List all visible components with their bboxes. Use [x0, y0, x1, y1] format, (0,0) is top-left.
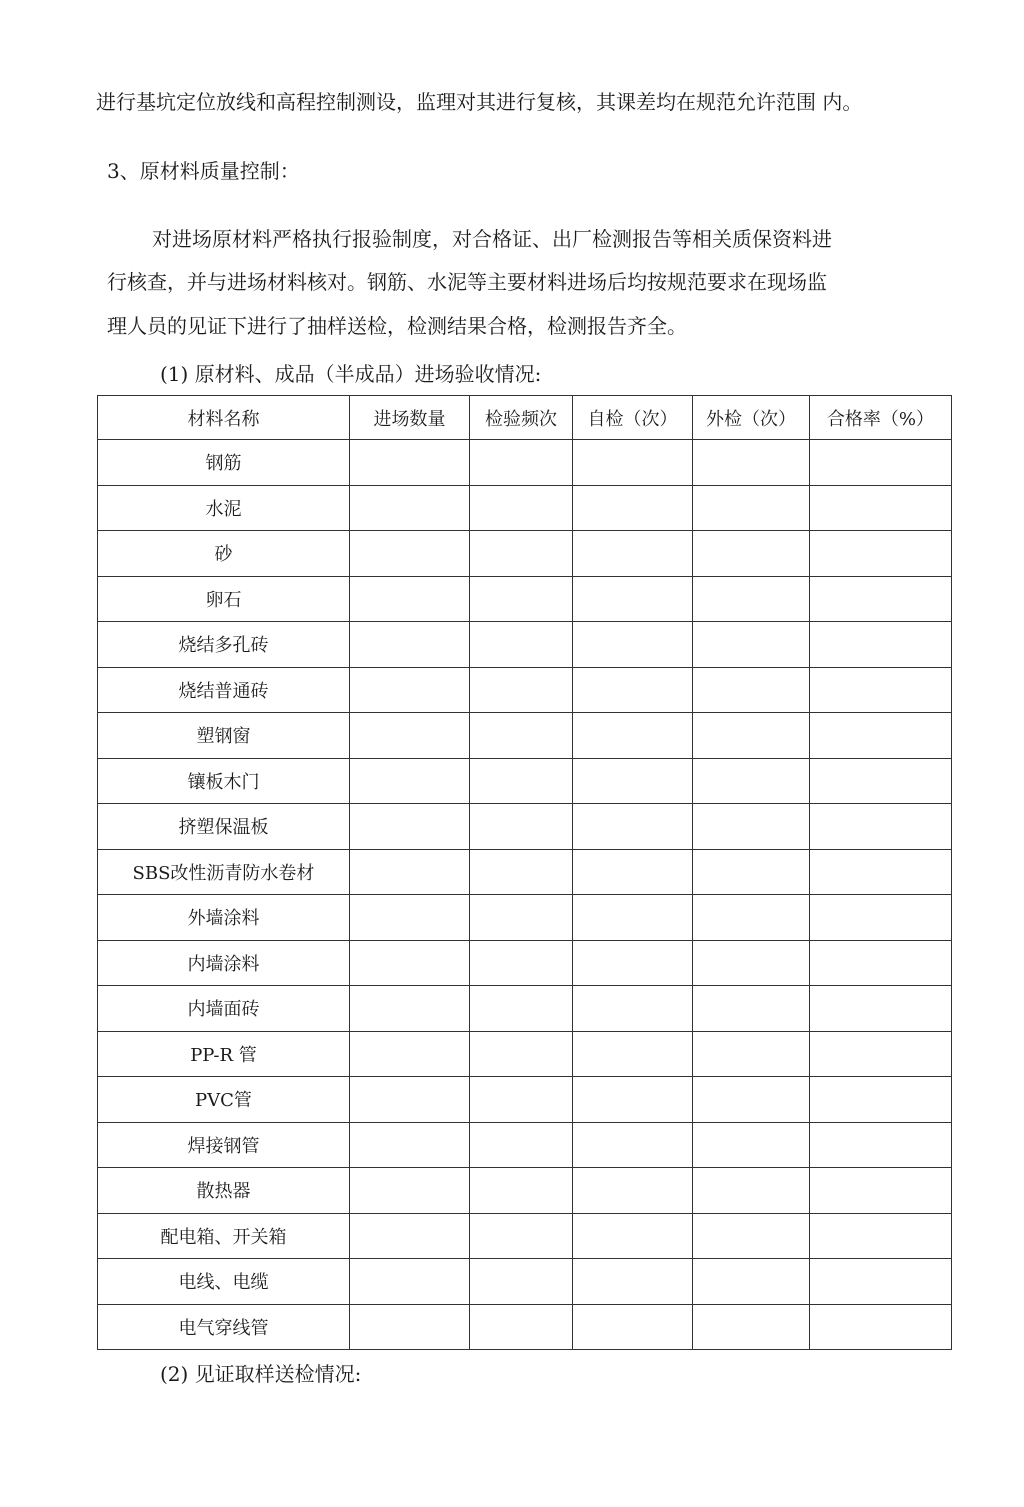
pass-rate-cell	[810, 1031, 952, 1077]
self-check-cell	[573, 1213, 693, 1259]
external-check-cell	[693, 531, 810, 577]
table-row	[98, 1304, 952, 1350]
frequency-cell	[470, 485, 573, 531]
self-check-cell	[573, 940, 693, 986]
self-check-cell	[573, 1259, 693, 1305]
material-name-cell: 水泥	[98, 485, 350, 531]
material-name-cell: 塑钢窗	[98, 713, 350, 759]
self-check-cell	[573, 758, 693, 804]
material-name-cell: 卵石	[98, 576, 350, 622]
quantity-cell	[350, 1259, 470, 1305]
frequency-cell	[470, 1259, 573, 1305]
material-name-cell: 电气穿线管	[98, 1304, 350, 1350]
pass-rate-cell	[810, 1122, 952, 1168]
material-name-cell: 烧结多孔砖	[98, 622, 350, 668]
quantity-cell	[350, 986, 470, 1032]
header-quantity: 进场数量	[350, 396, 470, 440]
self-check-cell	[573, 849, 693, 895]
table-row	[98, 1031, 952, 1077]
table-row	[98, 485, 952, 531]
table-row	[98, 531, 952, 577]
frequency-cell	[470, 849, 573, 895]
table-caption-witness-sampling: (2) 见证取样送检情况:	[160, 1362, 362, 1386]
table-row	[98, 1213, 952, 1259]
self-check-cell	[573, 576, 693, 622]
table-row	[98, 804, 952, 850]
self-check-cell	[573, 667, 693, 713]
pass-rate-cell	[810, 1168, 952, 1214]
external-check-cell	[693, 485, 810, 531]
material-name-cell: 挤塑保温板	[98, 804, 350, 850]
quantity-cell	[350, 622, 470, 668]
frequency-cell	[470, 667, 573, 713]
quantity-cell	[350, 485, 470, 531]
pass-rate-cell	[810, 849, 952, 895]
frequency-cell	[470, 986, 573, 1032]
frequency-cell	[470, 940, 573, 986]
pass-rate-cell	[810, 713, 952, 759]
external-check-cell	[693, 667, 810, 713]
table-row	[98, 1122, 952, 1168]
external-check-cell	[693, 1031, 810, 1077]
table-row	[98, 622, 952, 668]
pass-rate-cell	[810, 758, 952, 804]
self-check-cell	[573, 622, 693, 668]
quantity-cell	[350, 576, 470, 622]
table-row	[98, 576, 952, 622]
material-name-cell: PP-R 管	[98, 1031, 350, 1077]
table-row	[98, 1259, 952, 1305]
quantity-cell	[350, 1122, 470, 1168]
table-row	[98, 849, 952, 895]
external-check-cell	[693, 804, 810, 850]
external-check-cell	[693, 1259, 810, 1305]
pass-rate-cell	[810, 940, 952, 986]
header-material-name: 材料名称	[98, 396, 350, 440]
pass-rate-cell	[810, 531, 952, 577]
paragraph-inspection-line-1: 对进场原材料严格执行报验制度，对合格证、出厂检测报告等相关质保资料进	[152, 227, 832, 251]
self-check-cell	[573, 531, 693, 577]
external-check-cell	[693, 1168, 810, 1214]
self-check-cell	[573, 1168, 693, 1214]
pass-rate-cell	[810, 804, 952, 850]
table-row	[98, 1077, 952, 1123]
paragraph-inspection-line-2: 行核查，并与进场材料核对。钢筋、水泥等主要材料进场后均按规范要求在现场监	[107, 270, 827, 294]
quantity-cell	[350, 1304, 470, 1350]
external-check-cell	[693, 713, 810, 759]
quantity-cell	[350, 1168, 470, 1214]
quantity-cell	[350, 713, 470, 759]
header-frequency: 检验频次	[470, 396, 573, 440]
table-row	[98, 758, 952, 804]
material-name-cell: PVC管	[98, 1077, 350, 1123]
external-check-cell	[693, 440, 810, 486]
self-check-cell	[573, 895, 693, 941]
external-check-cell	[693, 622, 810, 668]
external-check-cell	[693, 986, 810, 1032]
section-heading-raw-materials: 3、原材料质量控制：	[107, 159, 300, 183]
pass-rate-cell	[810, 440, 952, 486]
material-name-cell: 内墙面砖	[98, 986, 350, 1032]
frequency-cell	[470, 804, 573, 850]
external-check-cell	[693, 1304, 810, 1350]
table-row	[98, 667, 952, 713]
quantity-cell	[350, 940, 470, 986]
frequency-cell	[470, 1304, 573, 1350]
table-row	[98, 940, 952, 986]
table-row	[98, 713, 952, 759]
self-check-cell	[573, 485, 693, 531]
paragraph-inspection-line-3: 理人员的见证下进行了抽样送检，检测结果合格，检测报告齐全。	[107, 314, 687, 338]
pass-rate-cell	[810, 485, 952, 531]
external-check-cell	[693, 758, 810, 804]
frequency-cell	[470, 758, 573, 804]
self-check-cell	[573, 1077, 693, 1123]
self-check-cell	[573, 1122, 693, 1168]
external-check-cell	[693, 576, 810, 622]
self-check-cell	[573, 804, 693, 850]
table-row	[98, 986, 952, 1032]
external-check-cell	[693, 1077, 810, 1123]
quantity-cell	[350, 1031, 470, 1077]
quantity-cell	[350, 667, 470, 713]
frequency-cell	[470, 1031, 573, 1077]
quantity-cell	[350, 531, 470, 577]
material-name-cell: 内墙涂料	[98, 940, 350, 986]
frequency-cell	[470, 440, 573, 486]
pass-rate-cell	[810, 1077, 952, 1123]
pass-rate-cell	[810, 667, 952, 713]
pass-rate-cell	[810, 895, 952, 941]
material-name-cell: 砂	[98, 531, 350, 577]
pass-rate-cell	[810, 1259, 952, 1305]
material-name-cell: 电线、电缆	[98, 1259, 350, 1305]
header-external-check: 外检（次）	[693, 396, 810, 440]
external-check-cell	[693, 1213, 810, 1259]
table-header-row	[98, 396, 952, 440]
external-check-cell	[693, 940, 810, 986]
table-row	[98, 895, 952, 941]
header-self-check: 自检（次）	[573, 396, 693, 440]
quantity-cell	[350, 849, 470, 895]
material-name-cell: 外墙涂料	[98, 895, 350, 941]
pass-rate-cell	[810, 622, 952, 668]
frequency-cell	[470, 713, 573, 759]
quantity-cell	[350, 804, 470, 850]
material-name-cell: 配电箱、开关箱	[98, 1213, 350, 1259]
table-caption-acceptance: (1) 原材料、成品（半成品）进场验收情况:	[160, 362, 542, 386]
quantity-cell	[350, 758, 470, 804]
frequency-cell	[470, 895, 573, 941]
frequency-cell	[470, 1168, 573, 1214]
pass-rate-cell	[810, 1213, 952, 1259]
frequency-cell	[470, 576, 573, 622]
quantity-cell	[350, 1077, 470, 1123]
frequency-cell	[470, 1077, 573, 1123]
quantity-cell	[350, 1213, 470, 1259]
paragraph-surveying: 进行基坑定位放线和高程控制测设，监理对其进行复核，其课差均在规范允许范围 内。	[96, 90, 863, 114]
self-check-cell	[573, 440, 693, 486]
self-check-cell	[573, 1031, 693, 1077]
materials-acceptance-table	[97, 395, 952, 1350]
material-name-cell: 镶板木门	[98, 758, 350, 804]
material-name-cell: SBS改性沥青防水卷材	[98, 849, 350, 895]
table-row	[98, 1168, 952, 1214]
material-name-cell: 钢筋	[98, 440, 350, 486]
pass-rate-cell	[810, 986, 952, 1032]
quantity-cell	[350, 440, 470, 486]
pass-rate-cell	[810, 576, 952, 622]
self-check-cell	[573, 713, 693, 759]
table-row	[98, 440, 952, 486]
external-check-cell	[693, 895, 810, 941]
frequency-cell	[470, 531, 573, 577]
pass-rate-cell	[810, 1304, 952, 1350]
external-check-cell	[693, 849, 810, 895]
material-name-cell: 散热器	[98, 1168, 350, 1214]
quantity-cell	[350, 895, 470, 941]
external-check-cell	[693, 1122, 810, 1168]
self-check-cell	[573, 986, 693, 1032]
material-name-cell: 烧结普通砖	[98, 667, 350, 713]
frequency-cell	[470, 622, 573, 668]
frequency-cell	[470, 1213, 573, 1259]
header-pass-rate: 合格率（%）	[810, 396, 952, 440]
material-name-cell: 焊接钢管	[98, 1122, 350, 1168]
frequency-cell	[470, 1122, 573, 1168]
self-check-cell	[573, 1304, 693, 1350]
